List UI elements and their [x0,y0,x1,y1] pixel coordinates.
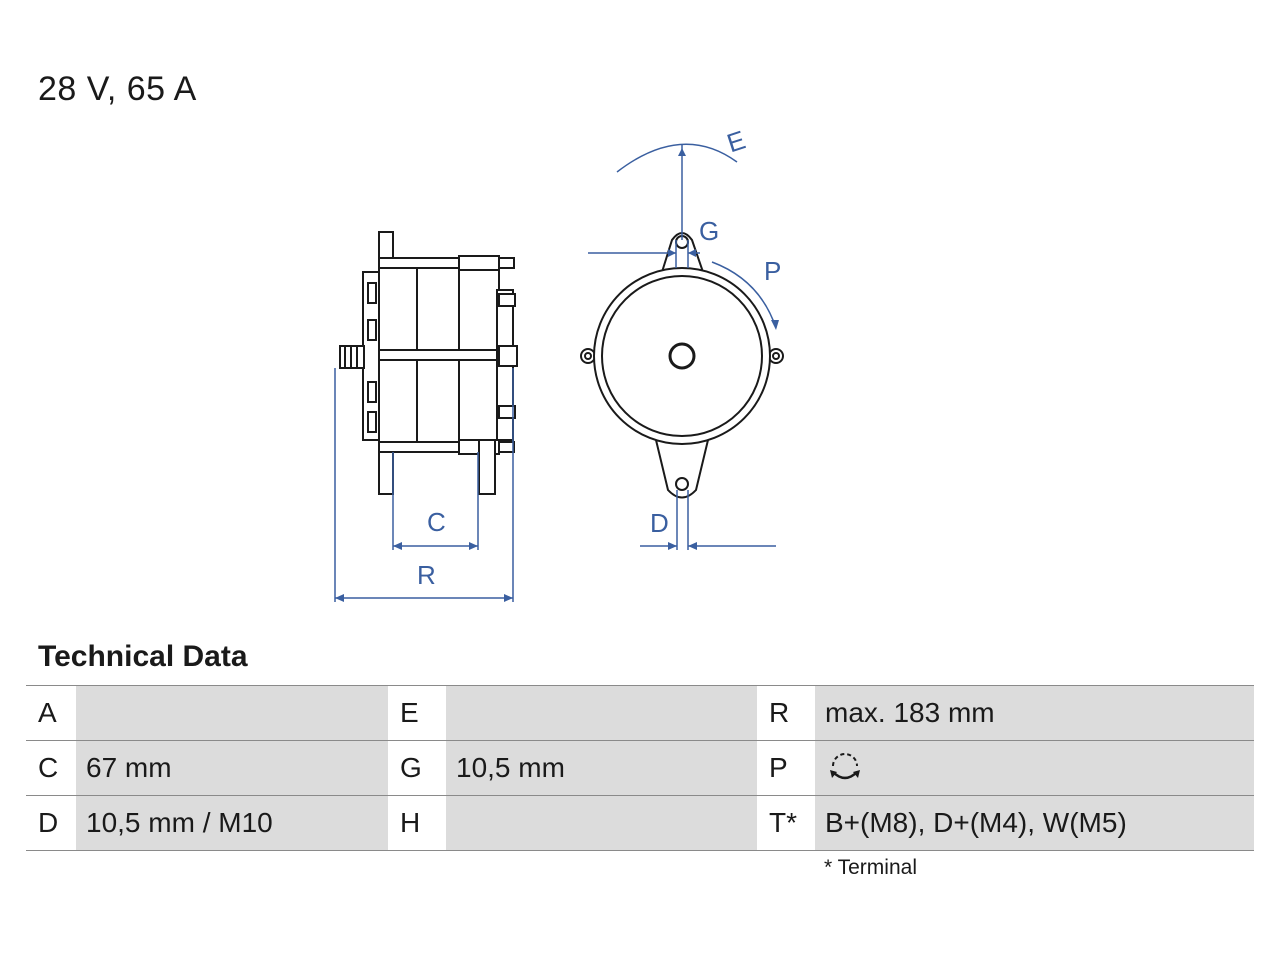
spec-value [446,796,757,851]
table-row [26,686,1254,741]
spec-key: A [26,686,76,741]
spec-key: H [388,796,446,851]
spec-key: E [388,686,446,741]
spec-key: R [757,686,815,741]
product-title: 28 V, 65 A [38,70,197,108]
spec-value [446,686,757,741]
spec-value [76,686,388,741]
label-c: C [427,507,446,537]
label-r: R [417,560,436,590]
technical-data-table [26,685,1254,851]
front-view [581,233,783,498]
spec-value: max. 183 mm [815,686,1254,741]
section-title: Technical Data [38,640,248,673]
spec-key: D [26,796,76,851]
table-row [26,741,1254,796]
spec-value: 10,5 mm / M10 [76,796,388,851]
rotation-both-directions-icon [825,748,865,788]
side-view [340,232,517,494]
spec-key: G [388,741,446,796]
spec-value: 10,5 mm [446,741,757,796]
spec-key: P [757,741,815,796]
footnote: * Terminal [824,856,917,879]
table-row [26,796,1254,851]
label-p: P [764,256,782,286]
label-d: D [650,508,669,538]
spec-value: B+(M8), D+(M4), W(M5) [815,796,1254,851]
spec-value-rotation [815,741,1254,796]
label-g: G [699,216,720,246]
label-e: E [723,124,749,159]
spec-key: T* [757,796,815,851]
spec-value: 67 mm [76,741,388,796]
spec-key: C [26,741,76,796]
